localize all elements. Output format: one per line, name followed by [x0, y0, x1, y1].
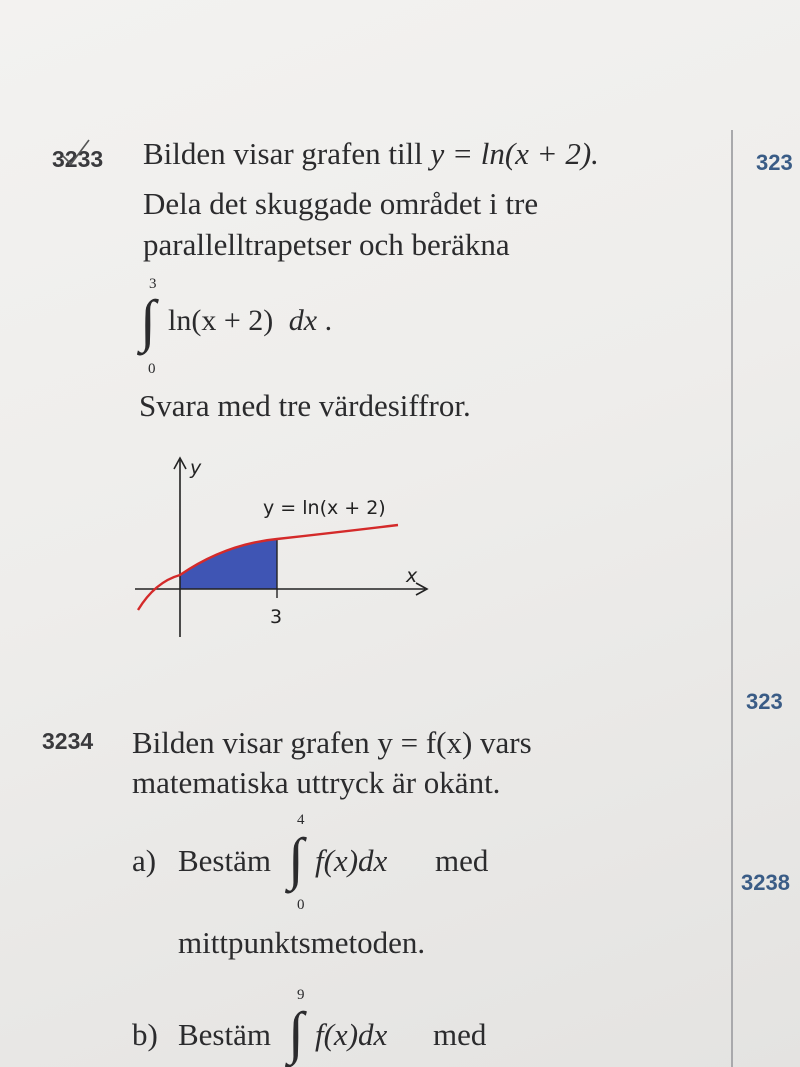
problem-3233-line-2: Dela det skuggade området i tre	[143, 186, 539, 221]
differential: dx	[288, 304, 318, 337]
problem-3234-line-1: Bilden visar grafen y = f(x) vars	[132, 725, 532, 760]
integral-upper-limit: 3	[149, 276, 157, 292]
part-b-integral-icon: ∫	[288, 1000, 304, 1065]
part-b-upper-limit: 9	[297, 987, 305, 1003]
column-divider	[731, 130, 733, 1067]
problem-3234-line-2: matematiska uttryck är okänt.	[132, 765, 501, 800]
shaded-area	[180, 539, 277, 589]
part-a-upper-limit: 4	[297, 812, 305, 828]
integral-expression	[168, 304, 332, 338]
integral-end: .	[324, 304, 333, 337]
integral-lower-limit: 0	[148, 361, 156, 377]
part-b-suffix: med	[433, 1017, 487, 1052]
side-problem-number-1: 323	[756, 150, 793, 175]
x-axis-label: x	[406, 565, 418, 587]
part-a-method: mittpunktsmetoden.	[178, 925, 426, 960]
problem-3233-equation: y = ln(x + 2).	[430, 136, 599, 171]
answer-instruction: Svara med tre värdesiffror.	[139, 388, 471, 423]
part-a-suffix: med	[435, 843, 489, 878]
part-a-label: a)	[132, 843, 157, 878]
side-problem-number-3: 3238	[741, 870, 790, 895]
part-a-lower-limit: 0	[297, 897, 305, 913]
function-graph	[130, 452, 440, 652]
part-b-integrand: f(x)dx	[315, 1017, 388, 1052]
problem-3233-line-3: parallelltrapetser och beräkna	[143, 227, 510, 262]
problem-3233-line-1	[143, 136, 599, 172]
problem-3233-intro: Bilden visar grafen till	[143, 136, 423, 171]
y-axis-label: y	[190, 457, 202, 479]
problem-number-3234: 3234	[42, 728, 94, 754]
part-b-label: b)	[132, 1017, 158, 1052]
problem-number-3233: 3233	[52, 146, 104, 172]
part-a-integrand: f(x)dx	[315, 843, 388, 878]
part-a-integral-icon: ∫	[288, 826, 304, 891]
integral-sign-icon: ∫	[140, 288, 156, 353]
tick-label: 3	[270, 606, 283, 628]
handwritten-check-mark	[55, 138, 103, 166]
curve-label: y = ln(x + 2)	[263, 497, 386, 519]
part-a-verb: Bestäm	[178, 843, 271, 878]
side-problem-number-2: 323	[746, 689, 783, 714]
integrand: ln(x + 2)	[168, 304, 274, 337]
part-b-verb: Bestäm	[178, 1017, 271, 1052]
